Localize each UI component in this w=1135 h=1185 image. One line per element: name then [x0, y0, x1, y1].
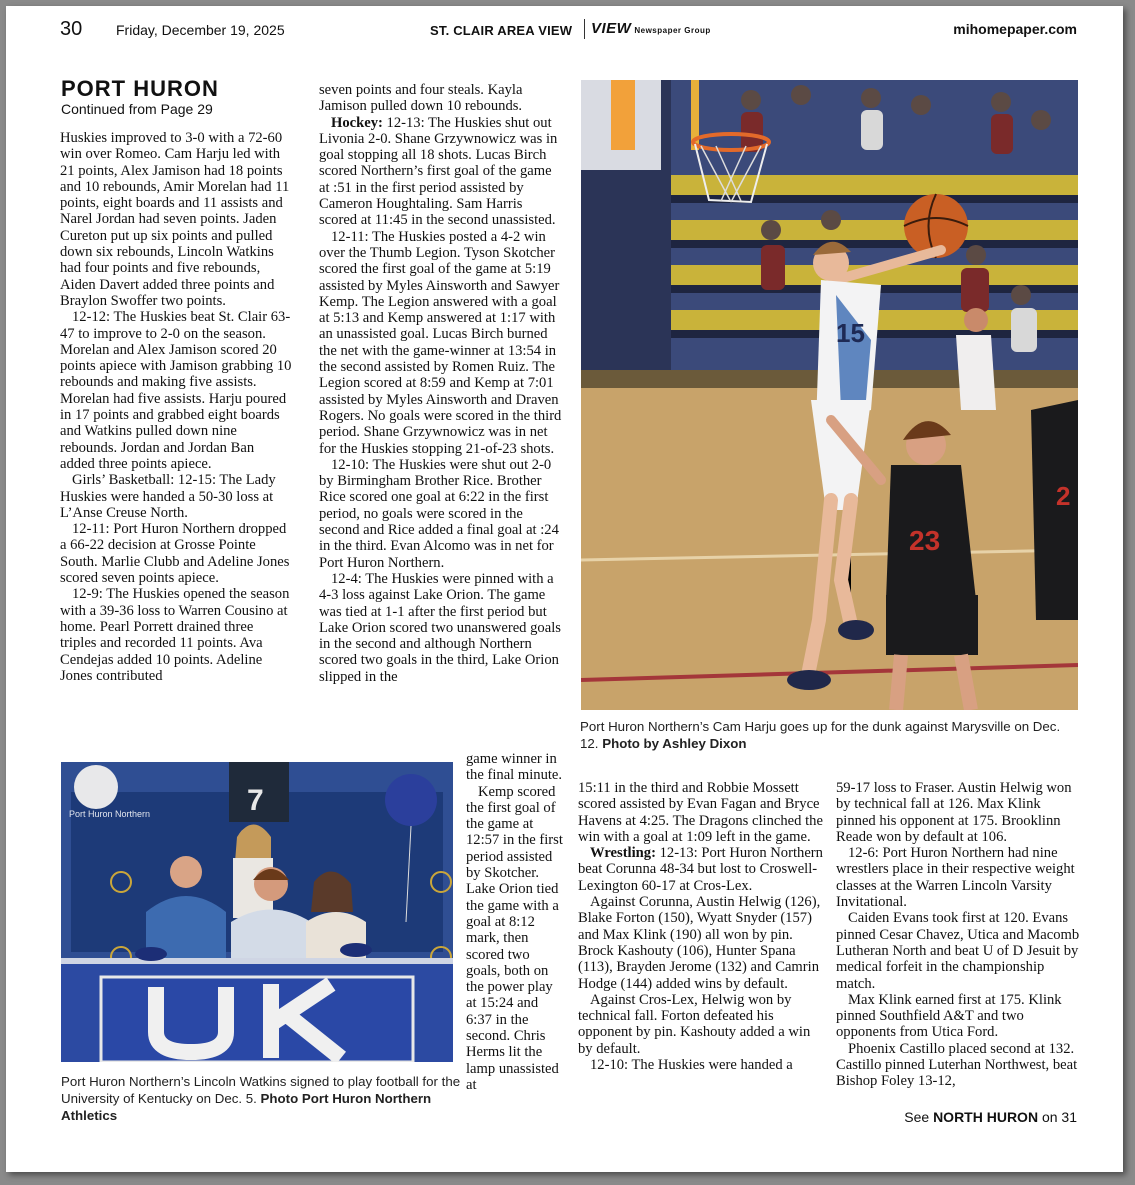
paragraph: 59-17 loss to Fraser. Austin Helwig won by technical fall at 126. Max Klink pinned his opponent at 175. Brooklinn Reade won by default at 106.: [836, 780, 1072, 845]
paragraph: 12-12: The Huskies beat St. Clair 63-47 to improve to 2-0 on the season. Morelan and Alex Jamison scored 20 points apiece with Jamison grabbing 10 rebounds and making five assists. Morelan had five assists. Harju poured in 17 points and grabbed eight boards and Watkins pulled down nine rebounds. Jordan and Jordan Ban added three points apiece.: [60, 309, 292, 472]
header-divider: [584, 19, 585, 39]
paragraph: Kemp scored the first goal of the game at 12:57 in the first period assisted by Skotcher. Lake Orion tied the game with a goal at 8:12 mark, then scored two goals, both on the power play at 15:24 and 6:37 in the second. Chris Herms lit the lamp unassisted at: [466, 783, 563, 1093]
paragraph: 12-9: The Huskies opened the season with a 39-36 loss to Warren Cousino at home. Pearl Porrett drained three triples and recorded 11 points. Ava Cendejas added 10 points. Adeline Jones contributed: [60, 586, 290, 684]
paragraph-text: 12-13: The Huskies shut out Livonia 2-0. Shane Grzywnowicz was in goal stopping all 18 shots. Lucas Birch scored Northern’s first goal of the game at :51 in the first period assisted by Cameron Houghtaling. Sam Harris scored at 11:45 in the second unassisted.: [319, 114, 558, 229]
photo-credit: Photo Port Huron Northern Athletics: [61, 1091, 432, 1123]
article-column-3: [578, 780, 823, 1073]
article-column-2: [319, 82, 564, 685]
continued-from: Continued from Page 29: [61, 101, 213, 117]
article-column-1: [60, 130, 292, 684]
view-logo: [591, 21, 711, 36]
issue-date: Friday, December 19, 2025: [116, 22, 285, 38]
paragraph: 12-6: Port Huron Northern had nine wrestlers place in their respective weight classes at the Warren Lincoln Varsity Invitational.: [836, 845, 1075, 911]
jump-line: [904, 1110, 1077, 1124]
paragraph-text: 12-13: Port Huron Northern beat Corunna 48-34 but lost to Croswell-Lexington 60-17 at Cros-Lex.: [578, 845, 823, 894]
paragraph: 12-11: Port Huron Northern dropped a 66-22 decision at Grosse Pointe South. Marlie Clubb and Adeline Jones scored seven points apiece.: [60, 521, 290, 587]
paragraph: Against Cros-Lex, Helwig won by technical fall. Forton defeated his opponent by pin. Kashouty added a win by default.: [578, 991, 811, 1057]
paragraph: Caiden Evans took first at 120. Evans pinned Cesar Chavez, Utica and Macomb Lutheran North and beat U of D Jesuit by medical forfeit in the championship match.: [836, 910, 1080, 992]
paragraph: game winner in the final minute.: [466, 751, 563, 784]
sport-label-wrestling: Wrestling:: [590, 845, 656, 862]
defender-jersey-number: 23: [909, 525, 941, 556]
paragraph: [578, 845, 823, 894]
paragraph: 12-11: The Huskies posted a 4-2 win over the Thumb Legion. Tyson Skotcher scored the first goal of the game at 5:19 assisted by Myles Ainsworth and Sawyer Kemp. The Legion answered with a goal at 5:13 and Kemp answered at 1:17 with an unassisted goal. Lucas Birch burned the net with the game-winner at 13:54 in the second assisted by Romen Ruiz. The Legion scored at 8:59 and Kemp at 7:01 assisted by Myles Ainsworth and Draven Rogers. No goals were scored in the third period. Shane Grzywnowicz was in net for the Huskies stopping 21-of-23 shots.: [319, 228, 562, 457]
paragraph: Phoenix Castillo placed second at 132. Castillo pinned Luterhan Northwest, beat Bishop Foley 13-12,: [836, 1040, 1078, 1090]
photo-caption-signing: [61, 1073, 461, 1124]
basketball-dunk-photo: [581, 80, 1078, 710]
newspaper-page: [6, 6, 1123, 1172]
hanging-jersey-number: 7: [247, 784, 264, 817]
paragraph: 12-4: The Huskies were pinned with a 4-3 loss against Lake Orion. The game was tied at 1-1 after the first period but Lake Orion scored two unanswered goals in the second and although Northern scored two goals in the third, Lake Orion slipped in the: [319, 570, 561, 685]
publication-name: ST. CLAIR AREA VIEW: [430, 23, 573, 38]
jump-see: See: [904, 1109, 930, 1125]
view-logo-group: Newspaper Group: [634, 26, 711, 35]
paragraph: Girls’ Basketball: 12-15: The Lady Huskies were handed a 50-30 loss at L’Anse Creuse North.: [60, 472, 276, 521]
paragraph: Against Corunna, Austin Helwig (126), Blake Forton (150), Wyatt Snyder (157) and Max Klink (190) all won by pin. Brock Kashouty (106), Hunter Spana (113), Brayden Jerome (132) and Camrin Hodge (144) added wins by default.: [578, 894, 821, 992]
article-column-4: [836, 780, 1080, 1090]
paragraph: 15:11 in the third and Robbie Mossett scored assisted by Evan Fagan and Bryce Havens at 4:25. The Dragons clinched the win with a goal at 1:09 left in the game.: [578, 780, 823, 845]
sport-label-hockey: Hockey:: [331, 114, 383, 131]
paragraph: Max Klink earned first at 175. Klink pinned Southfield A&T and two opponents from Utica Ford.: [836, 991, 1062, 1041]
jump-page: on 31: [1041, 1109, 1077, 1125]
paragraph: Huskies improved to 3-0 with a 72-60 win over Romeo. Cam Harju led with 21 points, Alex Jamison had 18 points and 10 rebounds, Amir Morelan had 11 points, eight boards and 11 assists and Narel Jordan had seven points. Jaden Cureton put up six points and pulled down six rebounds, Lincoln Watkins had four points and five rebounds, Aiden Davert added three points and Braylon Swoffer two points.: [60, 130, 290, 309]
paragraph: 12-10: The Huskies were shut out 2-0 by Birmingham Brother Rice. Brother Rice scored one goal at 6:22 in the first period, no goals were scored in the second and Rice added a final goal at :24 in the third. Evan Alcomo was in net for Port Huron Northern.: [319, 456, 559, 571]
edge-jersey-number: 2: [1056, 481, 1071, 511]
jump-target: NORTH HURON: [933, 1109, 1039, 1125]
photo-caption-dunk: [580, 718, 1080, 752]
signing-day-photo: [61, 762, 453, 1062]
section-title: PORT HURON: [61, 76, 219, 101]
caption-text: Port Huron Northern’s Lincoln Watkins signed to play football for the University of Kentucky on Dec. 5.: [61, 1074, 461, 1106]
paragraph: seven points and four steals. Kayla Jamison pulled down 10 rebounds.: [319, 82, 523, 115]
article-column-2-continued: [466, 751, 564, 1093]
page-number: 30: [60, 18, 83, 40]
caption-text: Port Huron Northern’s Cam Harju goes up for the dunk against Marysville on Dec. 12.: [580, 719, 1061, 751]
photo-credit: Photo by Ashley Dixon: [602, 736, 747, 751]
view-logo-text: VIEW: [591, 20, 632, 37]
paragraph: 12-10: The Huskies were handed a: [590, 1057, 793, 1074]
basketball-dunk-illustration: [581, 80, 1078, 710]
paragraph: [319, 115, 564, 229]
signing-day-illustration: [61, 762, 453, 1062]
website-url[interactable]: mihomepaper.com: [953, 21, 1077, 37]
dunker-jersey-number: 15: [836, 318, 865, 348]
backdrop-text: Port Huron Northern: [69, 809, 151, 819]
